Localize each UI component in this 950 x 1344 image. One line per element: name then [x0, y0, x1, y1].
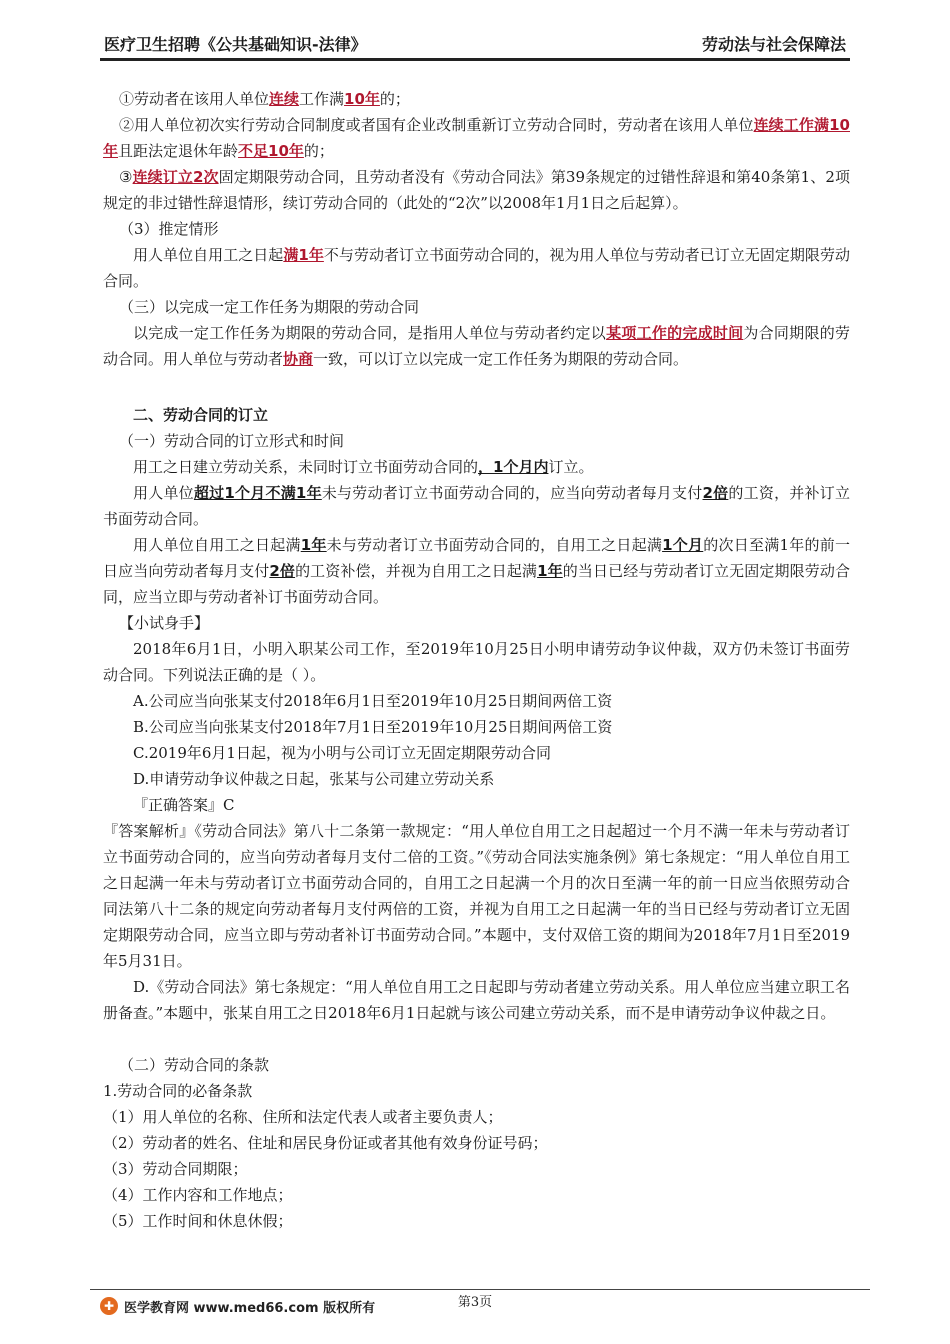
paragraph: （二）劳动合同的条款 [119, 1056, 270, 1074]
exercise-heading: 【小试身手】 [119, 614, 210, 632]
list-item: （3）劳动合同期限； [103, 1160, 248, 1178]
paragraph: 以完成一定工作任务为期限的劳动合同，是指用人单位与劳动者约定以某项工作的完成时间为合同期限的劳动合同。用人单位与劳动者协商一致，可以订立以完成一定工作任务为期限的劳动合同。 [103, 324, 850, 368]
paragraph: ①劳动者在该用人单位连续工作满10年的； [119, 90, 410, 108]
analysis: D.《劳动合同法》第七条规定：“用人单位自用工之日起即与劳动者建立劳动关系。用人单位应当建立职工名册备查。”本题中，张某自用工之日2018年6月1日起就与该公司建立劳动关系，而不是申请劳动争议仲裁之日。 [103, 978, 850, 1022]
paragraph: （3）推定情形 [119, 220, 219, 238]
paragraph: 1.劳动合同的必备条款 [103, 1082, 253, 1100]
paragraph: 用工之日建立劳动关系，未同时订立书面劳动合同的，1个月内订立。 [133, 458, 594, 476]
med66-logo-icon: ✚ [100, 1297, 118, 1315]
section-heading: 二、劳动合同的订立 [133, 406, 269, 424]
question: 2018年6月1日，小明入职某公司工作，至2019年10月25日小明申请劳动争议仲裁，双方仍未签订书面劳动合同。下列说法正确的是（ ）。 [103, 640, 850, 684]
paragraph: 用人单位自用工之日起满1年未与劳动者订立书面劳动合同的，自用工之日起满1个月的次日至满1年的前一日应当向劳动者每月支付2倍的工资补偿，并视为自用工之日起满1年的当日已经与劳动者订立无固定期限劳动合同，应当立即与劳动者补订书面劳动合同。 [103, 536, 851, 606]
paragraph: ②用人单位初次实行劳动合同制度或者国有企业改制重新订立劳动合同时，劳动者在该用人单位连续工作满10年且距法定退休年龄不足10年的； [103, 116, 850, 160]
option: A.公司应当向张某支付2018年6月1日至2019年10月25日期间两倍工资 [133, 692, 613, 710]
footer-divider [90, 1289, 870, 1290]
analysis: 『答案解析』《劳动合同法》第八十二条第一款规定：“用人单位自用工之日起超过一个月不满一年未与劳动者订立书面劳动合同的，应当向劳动者每月支付二倍的工资。”《劳动合同法实施条例》第七条规定：“用人单位自用工之日起满一年未与劳动者订立书面劳动合同的，自用工之日起满一个月的次日至满一年的前一日应当依照劳动合同法第八十二条的规定向劳动者每月支付两倍的工资，并视为自用工之日起满一年的当日已经与劳动者订立无固定期限劳动合同，应当立即与劳动者补订书面劳动合同。”本题中，支付双倍工资的期间为2018年7月1日至2019年5月31日。 [103, 822, 850, 970]
paragraph: ③连续订立2次固定期限劳动合同，且劳动者没有《劳动合同法》第39条规定的过错性辞退和第40条第1、2项规定的非过错性辞退情形，续订劳动合同的（此处的“2次”以2008年1月1日之后起算）。 [103, 168, 850, 212]
footer-copyright: 医学教育网 www.med66.com 版权所有 [124, 1300, 376, 1316]
list-item: （1）用人单位的名称、住所和法定代表人或者主要负责人； [103, 1108, 503, 1126]
paragraph: 用人单位自用工之日起满1年不与劳动者订立书面劳动合同的，视为用人单位与劳动者已订立无固定期限劳动合同。 [103, 246, 850, 290]
document-body [103, 86, 850, 1234]
option: B.公司应当向张某支付2018年7月1日至2019年10月25日期间两倍工资 [133, 718, 613, 736]
spacer [103, 1026, 850, 1052]
list-item: （2）劳动者的姓名、住址和居民身份证或者其他有效身份证号码； [103, 1134, 548, 1152]
paragraph: （一）劳动合同的订立形式和时间 [119, 432, 345, 450]
answer: 『正确答案』C [133, 796, 235, 814]
header-chapter: 劳动法与社会保障法 [701, 35, 846, 54]
spacer [103, 372, 850, 402]
header-title: 医疗卫生招聘《公共基础知识-法律》 [104, 35, 367, 54]
paragraph: 用人单位超过1个月不满1年未与劳动者订立书面劳动合同的，应当向劳动者每月支付2倍的工资，并补订立书面劳动合同。 [103, 484, 850, 528]
header-divider [100, 58, 850, 61]
page-number: 第3页 [457, 1295, 493, 1310]
option: D.申请劳动争议仲裁之日起，张某与公司建立劳动关系 [133, 770, 495, 788]
page-header [100, 32, 850, 56]
list-item: （4）工作内容和工作地点； [103, 1186, 293, 1204]
option: C.2019年6月1日起，视为小明与公司订立无固定期限劳动合同 [133, 744, 551, 762]
list-item: （5）工作时间和休息休假； [103, 1212, 293, 1230]
paragraph: （三）以完成一定工作任务为期限的劳动合同 [119, 298, 420, 316]
